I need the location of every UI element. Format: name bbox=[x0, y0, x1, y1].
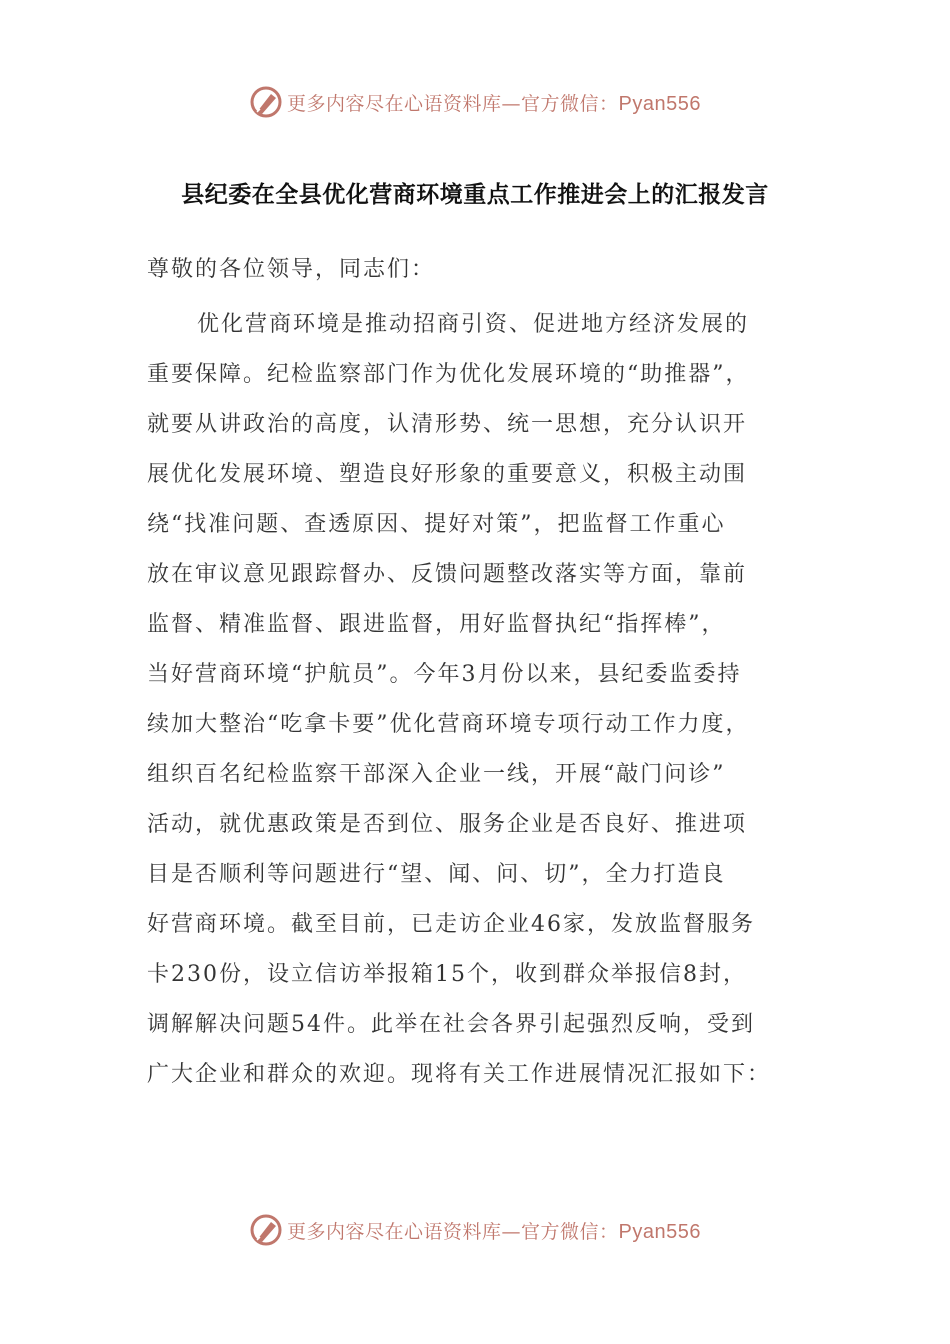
paragraph-line: 广大企业和群众的欢迎。现将有关工作进展情况汇报如下： bbox=[147, 1062, 772, 1087]
paragraph-line: 卡230份，设立信访举报箱15个，收到群众举报信8封， bbox=[147, 962, 747, 987]
banner-text: 更多内容尽在心语资料库—官方微信：Pyan556 bbox=[287, 92, 701, 115]
paragraph-line: 调解解决问题54件。此举在社会各界引起强烈反响，受到 bbox=[147, 1012, 755, 1037]
paragraph-line: 绕“找准问题、查透原因、提好对策”，把监督工作重心 bbox=[147, 512, 726, 537]
paragraph-line: 续加大整治“吃拿卡要”优化营商环境专项行动工作力度， bbox=[147, 712, 750, 737]
paragraph-line: 优化营商环境是推动招商引资、促进地方经济发展的 bbox=[197, 312, 750, 337]
paragraph-line: 就要从讲政治的高度，认清形势、统一思想，充分认识开 bbox=[147, 412, 748, 437]
body-paragraph bbox=[147, 300, 807, 1100]
document-title: 县纪委在全县优化营商环境重点工作推进会上的汇报发言 bbox=[181, 182, 769, 208]
pen-logo-icon bbox=[249, 1213, 283, 1247]
paragraph-line: 好营商环境。截至目前，已走访企业46家，发放监督服务 bbox=[147, 912, 755, 937]
paragraph-line: 当好营商环境“护航员”。今年3月份以来，县纪委监委持 bbox=[147, 662, 742, 687]
header-banner bbox=[0, 82, 950, 122]
salutation: 尊敬的各位领导，同志们： bbox=[147, 257, 436, 282]
paragraph-line: 组织百名纪检监察干部深入企业一线，开展“敲门问诊” bbox=[147, 762, 726, 787]
paragraph-line: 监督、精准监督、跟进监督，用好监督执纪“指挥棒”， bbox=[147, 612, 726, 637]
paragraph-line: 活动，就优惠政策是否到位、服务企业是否良好、推进项 bbox=[147, 812, 748, 837]
paragraph-line: 放在审议意见跟踪督办、反馈问题整改落实等方面，靠前 bbox=[147, 562, 748, 587]
paragraph-line: 展优化发展环境、塑造良好形象的重要意义，积极主动围 bbox=[147, 462, 748, 487]
footer-banner bbox=[0, 1210, 950, 1250]
paragraph-line: 目是否顺利等问题进行“望、闻、问、切”，全力打造良 bbox=[147, 862, 726, 887]
banner-text: 更多内容尽在心语资料库—官方微信：Pyan556 bbox=[287, 1220, 701, 1243]
paragraph-line: 重要保障。纪检监察部门作为优化发展环境的“助推器”， bbox=[147, 362, 750, 387]
pen-logo-icon bbox=[249, 85, 283, 119]
